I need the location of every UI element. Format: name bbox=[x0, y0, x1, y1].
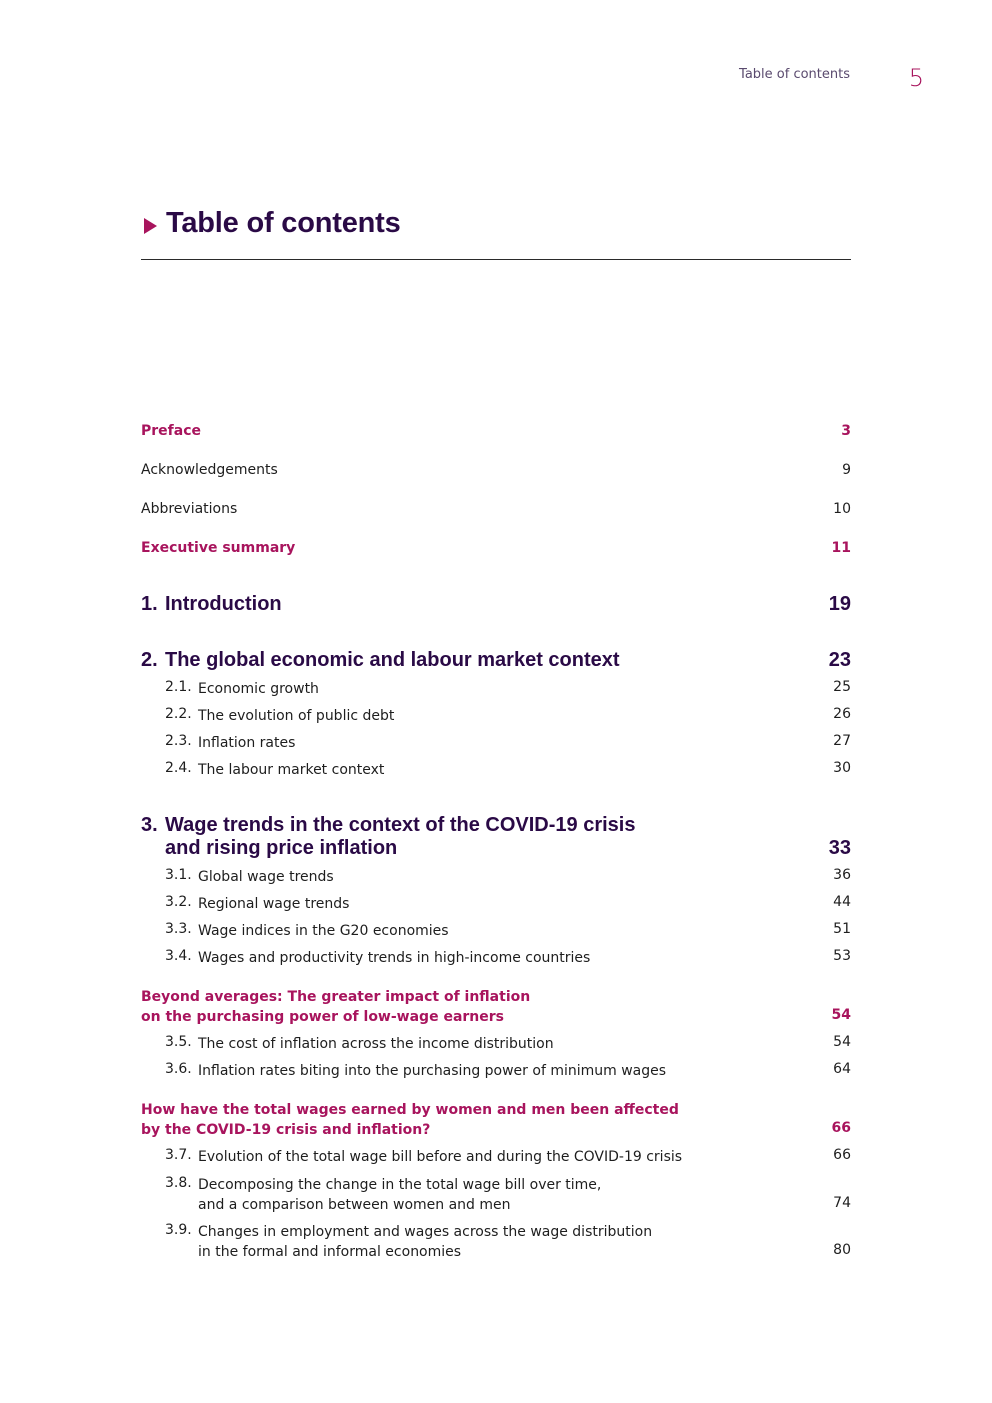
running-head: Table of contents bbox=[739, 67, 850, 82]
chapter-page: 19 bbox=[828, 593, 851, 615]
box-title: How have the total wages earned by women and men been affected by the COVID-19 crisis and inflation? bbox=[141, 1102, 679, 1138]
section-title: Regional wage trends bbox=[198, 896, 350, 912]
toc-entry-label: Executive summary bbox=[141, 540, 296, 556]
chapter-page: 33 bbox=[828, 837, 851, 859]
section-page: 25 bbox=[833, 679, 851, 695]
triangle-marker-icon bbox=[144, 218, 157, 234]
section-page: 53 bbox=[833, 948, 851, 964]
box-page: 66 bbox=[831, 1120, 851, 1136]
section-number: 3.8. bbox=[165, 1175, 192, 1191]
chapter-title: Introduction bbox=[165, 593, 282, 615]
section-page: 26 bbox=[833, 706, 851, 722]
section-title: The evolution of public debt bbox=[198, 708, 395, 724]
section-number: 2.2. bbox=[165, 706, 192, 722]
section-title: Decomposing the change in the total wage bill over time, and a comparison between women and men bbox=[198, 1177, 602, 1213]
section-number: 2.3. bbox=[165, 733, 192, 749]
toc-entry-label: Abbreviations bbox=[141, 501, 238, 517]
page-number: 5 bbox=[908, 64, 924, 92]
section-number: 3.9. bbox=[165, 1222, 192, 1238]
toc-entry-page: 3 bbox=[841, 423, 851, 439]
toc-entry-page: 10 bbox=[833, 501, 851, 517]
chapter-number: 1. bbox=[141, 593, 158, 615]
section-title: Economic growth bbox=[198, 681, 319, 697]
section-number: 3.1. bbox=[165, 867, 192, 883]
box-title: Beyond averages: The greater impact of inflation on the purchasing power of low-wage earners bbox=[141, 989, 531, 1025]
toc-entry-page: 11 bbox=[831, 540, 851, 556]
section-title: Wages and productivity trends in high-income countries bbox=[198, 950, 591, 966]
section-page: 44 bbox=[833, 894, 851, 910]
chapter-page: 23 bbox=[828, 649, 851, 671]
section-page: 66 bbox=[833, 1147, 851, 1163]
section-number: 3.5. bbox=[165, 1034, 192, 1050]
section-page: 30 bbox=[833, 760, 851, 776]
toc-entry-label: Acknowledgements bbox=[141, 462, 278, 478]
section-number: 3.3. bbox=[165, 921, 192, 937]
section-title: Global wage trends bbox=[198, 869, 334, 885]
toc-title-block bbox=[141, 206, 851, 260]
section-title: Evolution of the total wage bill before and during the COVID-19 crisis bbox=[198, 1149, 683, 1165]
section-number: 3.6. bbox=[165, 1061, 192, 1077]
section-page: 27 bbox=[833, 733, 851, 749]
section-number: 3.7. bbox=[165, 1147, 192, 1163]
chapter-title: Wage trends in the context of the COVID-19 crisis and rising price inflation bbox=[165, 814, 636, 859]
toc-entry-page: 9 bbox=[842, 462, 851, 478]
section-title: Changes in employment and wages across the wage distribution in the formal and informal economies bbox=[198, 1224, 653, 1260]
chapter-number: 3. bbox=[141, 814, 158, 836]
section-number: 2.1. bbox=[165, 679, 192, 695]
section-title: The cost of inflation across the income distribution bbox=[198, 1036, 554, 1052]
chapter-title: The global economic and labour market context bbox=[165, 649, 620, 671]
chapter-number: 2. bbox=[141, 649, 158, 671]
section-page: 74 bbox=[833, 1195, 851, 1211]
section-title: Inflation rates biting into the purchasing power of minimum wages bbox=[198, 1063, 667, 1079]
section-page: 64 bbox=[833, 1061, 851, 1077]
section-title: Inflation rates bbox=[198, 735, 296, 751]
section-number: 2.4. bbox=[165, 760, 192, 776]
box-page: 54 bbox=[831, 1007, 851, 1023]
section-page: 36 bbox=[833, 867, 851, 883]
page-title: Table of contents bbox=[166, 207, 401, 239]
section-page: 51 bbox=[833, 921, 851, 937]
section-number: 3.2. bbox=[165, 894, 192, 910]
section-number: 3.4. bbox=[165, 948, 192, 964]
section-title: Wage indices in the G20 economies bbox=[198, 923, 449, 939]
section-title: The labour market context bbox=[198, 762, 385, 778]
section-page: 54 bbox=[833, 1034, 851, 1050]
toc-entry-label: Preface bbox=[141, 423, 201, 439]
section-page: 80 bbox=[833, 1242, 851, 1258]
